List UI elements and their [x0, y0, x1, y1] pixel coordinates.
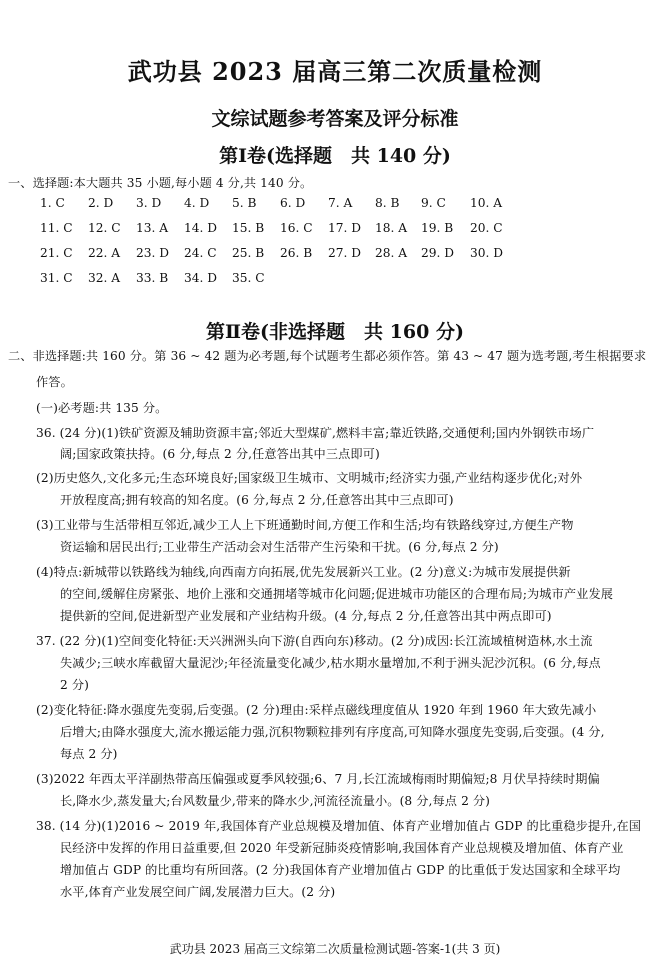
- answer-item: 7. A: [328, 196, 353, 210]
- text-line: 阔;国家政策扶持。(6 分,每点 2 分,任意答出其中三点即可): [60, 447, 380, 461]
- text-line: 后增大;由降水强度大,流水搬运能力强,沉积物颗粒排列有序度高,可知降水强度先变弱,后变强。(4 分,: [60, 725, 605, 739]
- answer-item: 13. A: [136, 221, 169, 235]
- answer-item: 2. D: [88, 196, 114, 210]
- text-line: 的空间,缓解住房紧张、地价上涨和交通拥堵等城市化问题;促进城市功能区的合理布局;为城市产业发展: [60, 587, 614, 601]
- answer-item: 35. C: [232, 271, 265, 285]
- text-line: 作答。: [36, 375, 73, 389]
- text-line: (一)必考题:共 135 分。: [36, 401, 168, 415]
- text-line: (3)2022 年西太平洋副热带高压偏强或夏季风较强;6、7 月,长江流域梅雨时期偏短;8 月伏旱持续时期偏: [36, 772, 600, 786]
- page-title: 武功县 2023 届高三第二次质量检测: [127, 57, 543, 86]
- answer-item: 34. D: [184, 271, 218, 285]
- part1-heading: 第Ⅰ卷(选择题 共 140 分): [219, 145, 451, 167]
- answer-item: 32. A: [88, 271, 121, 285]
- answer-item: 9. C: [421, 196, 446, 210]
- text-line: 资运输和居民出行;工业带生产活动会对生活带产生污染和干扰。(6 分,每点 2 分): [60, 540, 499, 554]
- text-line: (3)工业带与生活带相互邻近,减少工人上下班通勤时间,方便工作和生活;均有铁路线穿过,方便生产物: [36, 518, 574, 532]
- page-subtitle: 文综试题参考答案及评分标准: [211, 108, 459, 130]
- answer-item: 11. C: [40, 221, 73, 235]
- page-footer: 武功县 2023 届高三文综第二次质量检测试题-答案-1(共 3 页): [169, 942, 501, 956]
- answer-item: 22. A: [88, 246, 121, 260]
- answer-item: 8. B: [375, 196, 400, 210]
- answer-item: 18. A: [375, 221, 408, 235]
- text-line: 水平,体育产业发展空间广阔,发展潜力巨大。(2 分): [60, 885, 336, 899]
- answer-item: 4. D: [184, 196, 210, 210]
- answer-item: 6. D: [280, 196, 306, 210]
- text-line: 二、非选择题:共 160 分。第 36 ~ 42 题为必考题,每个试题考生都必须作答。第 43 ~ 47 题为选考题,考生根据要求: [8, 349, 647, 363]
- text-line: 37. (22 分)(1)空间变化特征:天兴洲洲头向下游(自西向东)移动。(2 分)成因:长江流域植树造林,水土流: [36, 634, 593, 648]
- text-line: (2)历史悠久,文化多元;生态环境良好;国家级卫生城市、文明城市;经济实力强,产业结构逐步优化;对外: [36, 471, 583, 485]
- answer-item: 27. D: [328, 246, 362, 260]
- answer-item: 3. D: [136, 196, 162, 210]
- text-line: 长,降水少,蒸发量大;台风数量少,带来的降水少,河流径流量小。(8 分,每点 2 分): [60, 794, 491, 808]
- part2-heading: 第Ⅱ卷(非选择题 共 160 分): [206, 321, 464, 343]
- answer-item: 25. B: [232, 246, 265, 260]
- answer-item: 15. B: [232, 221, 265, 235]
- text-line: 36. (24 分)(1)铁矿资源及辅助资源丰富;邻近大型煤矿,燃料丰富;靠近铁路,交通便利;国内外钢铁市场广: [36, 426, 595, 440]
- answer-item: 1. C: [40, 196, 65, 210]
- answer-item: 17. D: [328, 221, 362, 235]
- text-line: 提供新的空间,促进新型产业发展和产业结构升级。(4 分,每点 2 分,任意答出其中两点即可): [60, 609, 552, 623]
- answer-item: 29. D: [421, 246, 455, 260]
- text-line: 增加值占 GDP 的比重均有所回落。(2 分)我国体育产业增加值占 GDP 的比重低于发达国家和全球平均: [60, 863, 621, 877]
- text-line: 2 分): [60, 678, 89, 692]
- answer-item: 21. C: [40, 246, 73, 260]
- answer-item: 19. B: [421, 221, 454, 235]
- answer-item: 14. D: [184, 221, 218, 235]
- section1-intro: 一、选择题:本大题共 35 小题,每小题 4 分,共 140 分。: [8, 176, 313, 190]
- answer-item: 33. B: [136, 271, 169, 285]
- text-line: 开放程度高;拥有较高的知名度。(6 分,每点 2 分,任意答出其中三点即可): [60, 493, 454, 507]
- text-line: (4)特点:新城带以铁路线为轴线,向西南方向拓展,优先发展新兴工业。(2 分)意义:为城市发展提供新: [36, 565, 571, 579]
- text-line: 38. (14 分)(1)2016 ~ 2019 年,我国体育产业总规模及增加值、体育产业增加值占 GDP 的比重稳步提升,在国: [36, 819, 642, 833]
- answer-item: 31. C: [40, 271, 73, 285]
- answer-item: 23. D: [136, 246, 170, 260]
- answer-item: 28. A: [375, 246, 408, 260]
- text-line: 失减少;三峡水库截留大量泥沙;年径流量变化减少,枯水期水量增加,不利于洲头泥沙沉积。(6 分,每点: [60, 656, 601, 670]
- answer-item: 10. A: [470, 196, 503, 210]
- text-line: (2)变化特征:降水强度先变弱,后变强。(2 分)理由:采样点磁线理度值从 1920 年到 1960 年大致先减小: [36, 703, 597, 717]
- answer-item: 26. B: [280, 246, 313, 260]
- answer-item: 12. C: [88, 221, 121, 235]
- answer-item: 5. B: [232, 196, 257, 210]
- answer-item: 20. C: [470, 221, 503, 235]
- text-line: 民经济中发挥的作用日益重要,但 2020 年受新冠肺炎疫情影响,我国体育产业总规模及增加值、体育产业: [60, 841, 624, 855]
- answer-item: 30. D: [470, 246, 504, 260]
- answer-item: 16. C: [280, 221, 313, 235]
- answer-item: 24. C: [184, 246, 217, 260]
- text-line: 每点 2 分): [60, 747, 118, 761]
